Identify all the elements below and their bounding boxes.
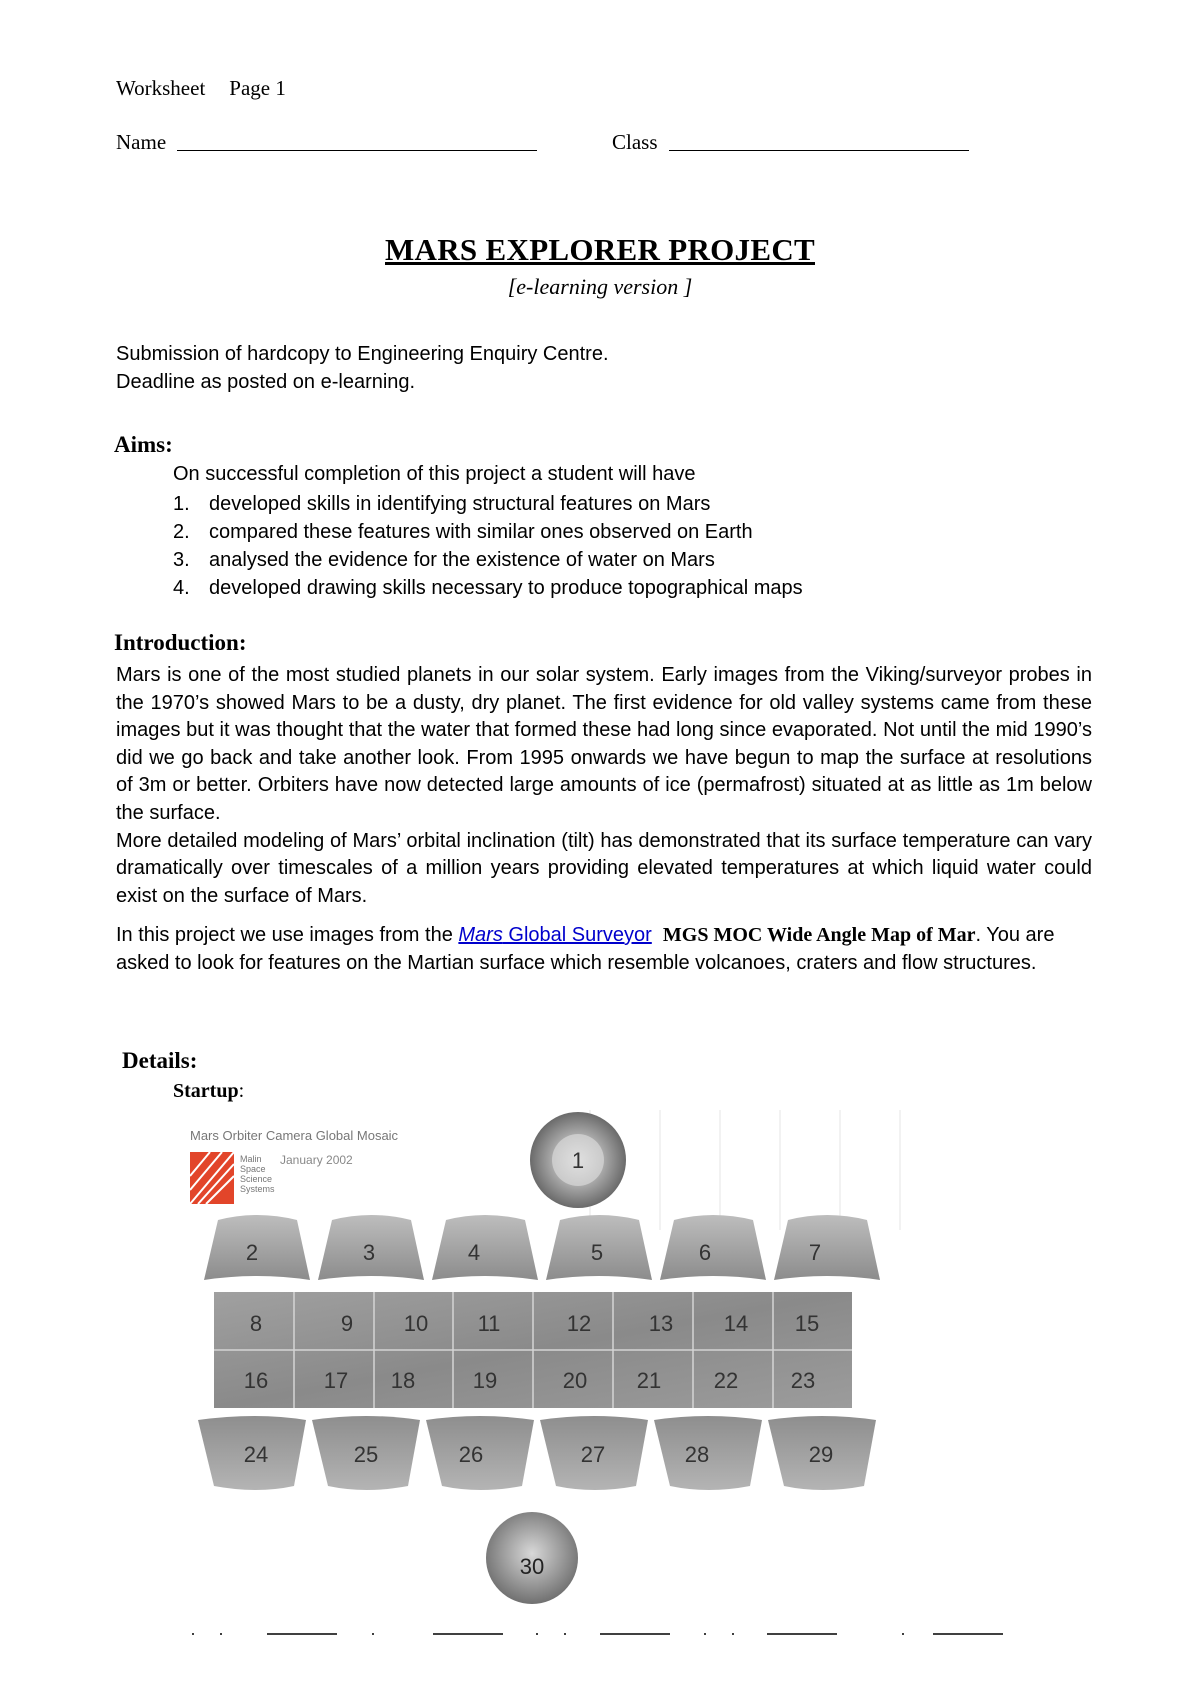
submission-info (116, 340, 609, 396)
mosaic-tile-24[interactable] (198, 1416, 306, 1490)
logo-org-4: Systems (240, 1184, 275, 1194)
item-number: 4. (173, 577, 190, 599)
bottom-blank-lines (185, 1622, 1005, 1642)
class-line (612, 130, 969, 155)
tile-number: 2 (245, 1240, 259, 1265)
tile-number: 15 (794, 1311, 820, 1336)
name-label: Name (116, 130, 167, 154)
page-number: Page 1 (229, 76, 286, 100)
mars-global-mosaic-figure (160, 1110, 1020, 1650)
submission-line: Submission of hardcopy to Engineering Enquiry Centre. (116, 343, 609, 365)
details-heading: Details: (122, 1048, 198, 1073)
tile-number: 18 (390, 1368, 416, 1393)
aims-heading: Aims: (114, 432, 173, 457)
tile-number: 27 (580, 1442, 606, 1467)
item-number: 2. (173, 521, 190, 543)
mosaic-tile-26[interactable] (426, 1416, 534, 1490)
mosaic-tile-5[interactable] (546, 1215, 652, 1280)
tile-number: 23 (790, 1368, 816, 1393)
logo-caption: Mars Orbiter Camera Global Mosaic (190, 1128, 399, 1143)
mosaic-tile-27[interactable] (540, 1416, 648, 1490)
list-item (173, 546, 803, 574)
tile-number: 5 (590, 1240, 604, 1265)
tile-number: 21 (636, 1368, 662, 1393)
msss-logo (190, 1128, 399, 1204)
tile-number: 29 (808, 1442, 834, 1467)
startup-colon: : (238, 1080, 245, 1102)
mosaic-tile-4[interactable] (432, 1215, 538, 1280)
introduction-paragraph-1: Mars is one of the most studied planets in our solar system. Early images from the Viking/surveyor probes in the 1970’s showed Mars to be a dusty, dry planet. The first evidence for old valley systems came from these images but it was thought that the water that formed these had long since evaporated. Not until the mid 1990’s did we go back and take another look. From 1995 onwards we have begun to map the surface at resolutions of 3m or better. Orbiters have now detected large amounts of ice (permafrost) situated at as little as 1m below the surface. (116, 664, 1092, 824)
introduction-heading: Introduction: (114, 630, 247, 655)
tile-number: 7 (808, 1240, 822, 1265)
link-italic-text: Mars (458, 924, 503, 946)
mars-global-surveyor-link[interactable] (458, 924, 651, 946)
mosaic-tile-28[interactable] (654, 1416, 762, 1490)
item-text: developed skills in identifying structural features on Mars (209, 493, 711, 515)
tile-number: 3 (362, 1240, 376, 1265)
item-text: analysed the evidence for the existence of water on Mars (209, 549, 715, 571)
logo-date: January 2002 (280, 1153, 353, 1167)
tile-number: 10 (403, 1311, 429, 1336)
tile-number: 17 (323, 1368, 349, 1393)
mosaic-equatorial-band (214, 1292, 852, 1408)
introduction-body (116, 662, 1092, 910)
page-title: MARS EXPLORER PROJECT (385, 232, 815, 267)
tile-number: 22 (713, 1368, 739, 1393)
tile-number: 11 (477, 1311, 501, 1336)
startup-label (173, 1080, 244, 1103)
tile-number: 13 (648, 1311, 674, 1336)
item-number: 3. (173, 549, 190, 571)
tile-number: 16 (243, 1368, 269, 1393)
tile-number: 14 (723, 1311, 749, 1336)
page-subtitle: [e-learning version ] (507, 274, 693, 299)
project-rest-text: . You are asked to look for features on the Martian surface which resemble volcanoes, craters and flow structures. (116, 924, 1055, 974)
mosaic-row-north (204, 1215, 880, 1280)
worksheet-header (116, 76, 286, 101)
msss-logo-mark (190, 1152, 234, 1204)
item-number: 1. (173, 493, 190, 515)
name-blank[interactable] (177, 132, 537, 151)
mosaic-row-south (198, 1416, 876, 1490)
project-lead-text: In this project we use images from the (116, 924, 459, 946)
mosaic-tile-6[interactable] (660, 1215, 766, 1280)
list-item (173, 490, 803, 518)
logo-org-3: Science (240, 1174, 273, 1184)
item-text: developed drawing skills necessary to produce topographical maps (209, 577, 803, 599)
logo-org-1: Malin (240, 1154, 262, 1164)
faint-background-lines (590, 1110, 900, 1230)
deadline-line: Deadline as posted on e-learning. (116, 371, 416, 393)
tile-number: 25 (353, 1442, 379, 1467)
map-name: MGS MOC Wide Angle Map of Mar (662, 924, 976, 946)
tile-number: 24 (243, 1442, 269, 1467)
mosaic-tile-30[interactable] (486, 1512, 578, 1604)
mosaic-tile-29[interactable] (768, 1416, 876, 1490)
mosaic-tile-7[interactable] (774, 1215, 880, 1280)
list-item (173, 518, 803, 546)
startup-text: Startup (173, 1080, 239, 1102)
project-paragraph (116, 922, 1092, 977)
aims-intro: On successful completion of this project a student will have (173, 463, 696, 485)
tile-number: 28 (684, 1442, 710, 1467)
tile-number: 20 (562, 1368, 588, 1393)
tile-number: 8 (249, 1311, 263, 1336)
mosaic-tile-2[interactable] (204, 1215, 310, 1280)
tile-number: 30 (519, 1554, 545, 1579)
introduction-paragraph-2: More detailed modeling of Mars’ orbital inclination (tilt) has demonstrated that its surface temperature can vary dramatically over timescales of a million years providing elevated temperatures at which liquid water could exist on the surface of Mars. (116, 829, 1092, 907)
mosaic-tile-3[interactable] (318, 1215, 424, 1280)
mosaic-tile-1[interactable] (530, 1112, 626, 1208)
tile-number: 19 (472, 1368, 498, 1393)
aims-list (173, 490, 803, 602)
tile-number: 26 (458, 1442, 484, 1467)
class-blank[interactable] (669, 132, 969, 151)
logo-org-2: Space (240, 1164, 266, 1174)
tile-number: 6 (698, 1240, 712, 1265)
item-text: compared these features with similar ones observed on Earth (209, 521, 753, 543)
tile-number: 1 (571, 1148, 585, 1173)
worksheet-label: Worksheet (116, 76, 206, 100)
tile-number: 9 (340, 1311, 354, 1336)
list-item (173, 574, 803, 602)
mosaic-tile-25[interactable] (312, 1416, 420, 1490)
link-text: Global Surveyor (502, 924, 652, 946)
class-label: Class (612, 130, 658, 154)
tile-number: 12 (566, 1311, 592, 1336)
tile-number: 4 (467, 1240, 481, 1265)
